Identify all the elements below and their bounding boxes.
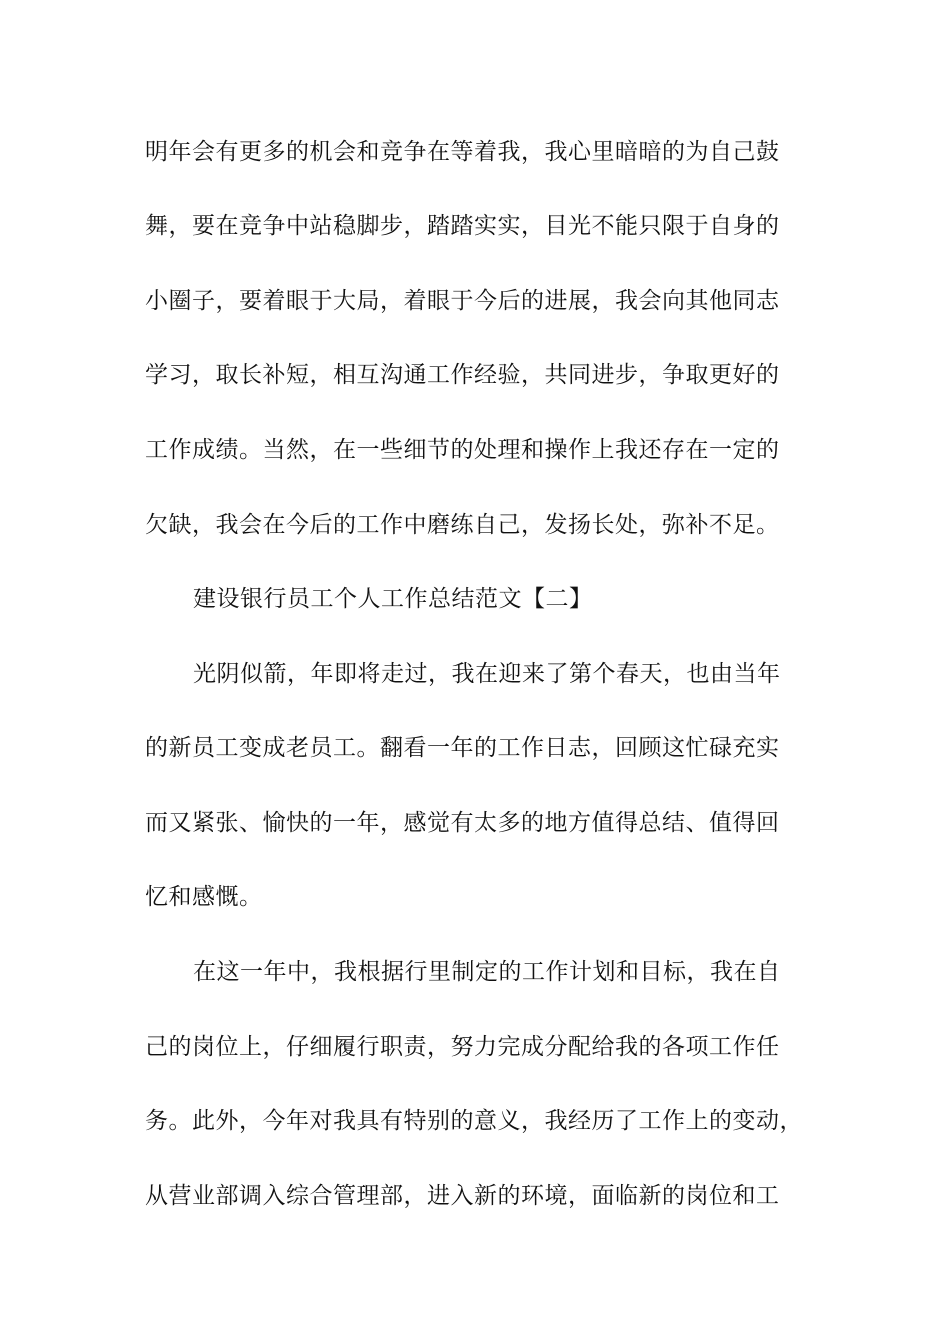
text-line: 明年会有更多的机会和竞争在等着我，我心里暗暗的为自己鼓 — [145, 139, 780, 165]
text-line: 小圈子，要着眼于大局，着眼于今后的进展，我会向其他同志 — [145, 288, 780, 314]
text-line: 在这一年中，我根据行里制定的工作计划和目标，我在自 — [193, 959, 781, 985]
text-line: 欠缺，我会在今后的工作中磨练自己，发扬长处，弥补不足。 — [145, 512, 780, 538]
text-line: 己的岗位上，仔细履行职责，努力完成分配给我的各项工作任 — [145, 1034, 780, 1060]
text-line: 忆和感慨。 — [145, 884, 263, 910]
text-line: 从营业部调入综合管理部，进入新的环境，面临新的岗位和工 — [145, 1183, 780, 1209]
text-line: 光阴似箭，年即将走过，我在迎来了第个春天，也由当年 — [193, 661, 781, 687]
text-line: 务。此外，今年对我具有特别的意义，我经历了工作上的变动， — [145, 1108, 803, 1134]
text-line: 舞，要在竞争中站稳脚步，踏踏实实，目光不能只限于自身的 — [145, 213, 780, 239]
text-line: 学习，取长补短，相互沟通工作经验，共同进步，争取更好的 — [145, 362, 780, 388]
text-line: 而又紧张、愉快的一年，感觉有太多的地方值得总结、值得回 — [145, 810, 780, 836]
section-heading: 建设银行员工个人工作总结范文【二】 — [193, 586, 593, 612]
text-line: 工作成绩。当然，在一些细节的处理和操作上我还存在一定的 — [145, 437, 780, 463]
text-line: 的新员工变成老员工。翻看一年的工作日志，回顾这忙碌充实 — [145, 735, 780, 761]
